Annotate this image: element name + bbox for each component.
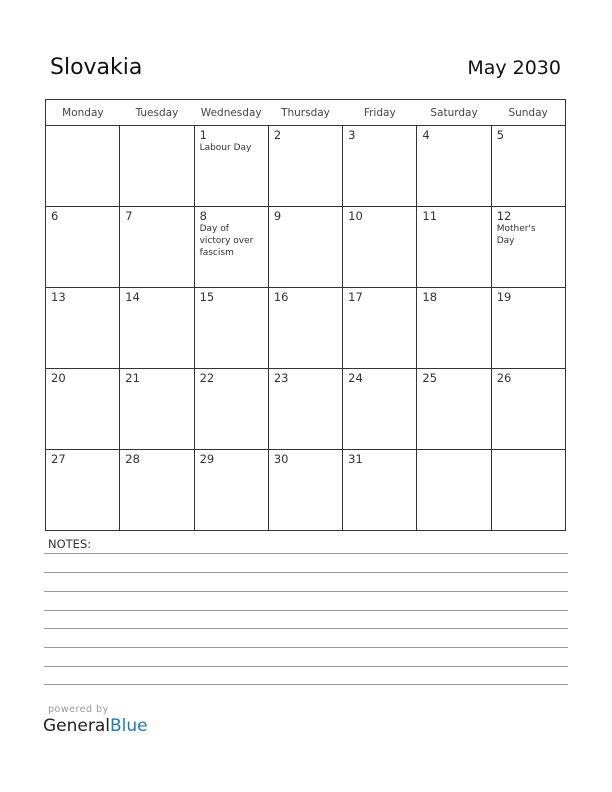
day-cell xyxy=(343,288,417,369)
day-cell xyxy=(491,288,565,369)
brand-logo xyxy=(43,716,148,736)
holiday-label: Day of victory over fascism xyxy=(199,224,254,258)
day-cell xyxy=(120,288,194,369)
notes-label: NOTES: xyxy=(48,537,92,551)
week-row xyxy=(46,288,566,369)
day-number: 20 xyxy=(51,371,66,385)
day-number: 15 xyxy=(199,290,215,304)
notes-line xyxy=(44,666,568,667)
weekday-header: Monday xyxy=(46,100,120,126)
day-cell xyxy=(343,207,417,288)
powered-by: powered by xyxy=(48,704,109,715)
weekday-header: Friday xyxy=(343,100,417,126)
day-cell xyxy=(194,207,268,288)
day-cell xyxy=(194,126,268,207)
brand-blue: Blue xyxy=(110,716,148,736)
holiday-label: Mother's Day xyxy=(496,224,536,246)
day-number: 24 xyxy=(348,371,363,385)
day-number: 25 xyxy=(422,371,438,385)
day-cell xyxy=(120,450,194,531)
day-number: 28 xyxy=(125,452,140,466)
weekday-header: Thursday xyxy=(268,100,342,126)
weekday-header: Sunday xyxy=(491,100,565,126)
day-cell xyxy=(268,207,342,288)
week-row xyxy=(46,207,566,288)
day-cell xyxy=(194,450,268,531)
day-cell xyxy=(46,288,120,369)
day-cell xyxy=(491,126,565,207)
day-number: 31 xyxy=(348,452,363,466)
day-cell xyxy=(417,126,491,207)
day-cell xyxy=(491,450,565,531)
week-row xyxy=(46,369,566,450)
day-number: 9 xyxy=(273,209,282,223)
notes-line xyxy=(44,553,568,554)
week-row xyxy=(46,450,566,531)
day-cell xyxy=(417,369,491,450)
day-number: 7 xyxy=(125,209,133,223)
day-number: 4 xyxy=(422,128,430,142)
day-cell xyxy=(268,288,342,369)
week-row xyxy=(46,126,566,207)
day-cell xyxy=(46,369,120,450)
day-cell xyxy=(491,369,565,450)
country-title: Slovakia xyxy=(50,55,143,80)
day-cell xyxy=(194,369,268,450)
day-number: 16 xyxy=(273,290,289,304)
day-cell xyxy=(46,450,120,531)
day-cell xyxy=(46,126,120,207)
day-cell xyxy=(120,126,194,207)
weekday-header: Wednesday xyxy=(194,100,268,126)
notes-line xyxy=(44,684,568,685)
day-number: 18 xyxy=(422,290,438,304)
day-cell xyxy=(417,288,491,369)
day-cell xyxy=(194,288,268,369)
day-number: 22 xyxy=(199,371,215,385)
day-number: 30 xyxy=(273,452,289,466)
day-cell xyxy=(417,207,491,288)
day-cell xyxy=(343,126,417,207)
day-number: 6 xyxy=(51,209,59,223)
day-cell xyxy=(491,207,565,288)
day-number: 3 xyxy=(348,128,356,142)
day-number: 1 xyxy=(199,128,207,142)
day-number: 19 xyxy=(496,290,512,304)
brand-general: General xyxy=(43,716,110,736)
day-number: 23 xyxy=(273,371,289,385)
weekday-header: Tuesday xyxy=(120,100,194,126)
day-number: 26 xyxy=(496,371,512,385)
notes-line xyxy=(44,647,568,648)
day-number: 13 xyxy=(51,290,66,304)
calendar-grid xyxy=(45,99,566,531)
day-cell xyxy=(343,369,417,450)
day-number: 8 xyxy=(199,209,207,223)
day-number: 11 xyxy=(422,209,438,223)
notes-line xyxy=(44,572,568,573)
day-number: 2 xyxy=(273,128,282,142)
notes-line xyxy=(44,591,568,592)
day-cell xyxy=(268,369,342,450)
day-cell xyxy=(343,450,417,531)
day-cell xyxy=(268,450,342,531)
notes-line xyxy=(44,628,568,629)
month-year: May 2030 xyxy=(467,57,561,79)
day-number: 21 xyxy=(125,371,140,385)
day-number: 27 xyxy=(51,452,66,466)
day-cell xyxy=(120,207,194,288)
day-cell xyxy=(120,369,194,450)
day-number: 10 xyxy=(348,209,363,223)
day-number: 29 xyxy=(199,452,215,466)
day-cell xyxy=(268,126,342,207)
day-number: 5 xyxy=(496,128,505,142)
weekday-header: Saturday xyxy=(417,100,491,126)
holiday-label: Labour Day xyxy=(199,143,252,153)
day-number: 14 xyxy=(125,290,140,304)
day-cell xyxy=(417,450,491,531)
day-number: 12 xyxy=(496,209,512,223)
day-number: 17 xyxy=(348,290,363,304)
day-cell xyxy=(46,207,120,288)
notes-line xyxy=(44,610,568,611)
